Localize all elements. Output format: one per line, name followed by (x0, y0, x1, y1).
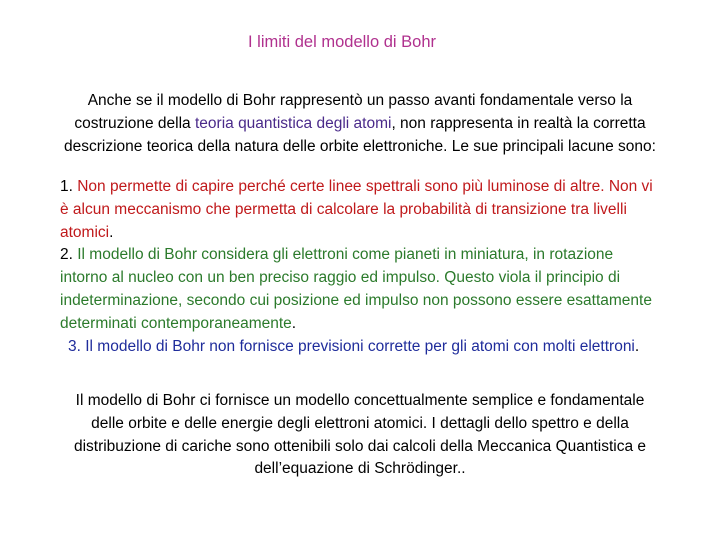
slide-title: I limiti del modello di Bohr (248, 33, 436, 51)
outro-paragraph: Il modello di Bohr ci fornisce un modello concettualmente semplice e fondamentale delle orbite e delle energie degli elettroni atomici. I dettagli dello spettro e della distribuzione di cariche sono ottenibili solo dai calcoli della Meccanica Quantistica e dell’equazione di Schrödinger.. (73, 392, 647, 478)
list-item-2 (60, 244, 660, 335)
intro-text-part2: , non rappresenta in realtà la corretta descrizione teorica della natura delle orbite elettroniche. Le sue principali lacune sono: (64, 114, 656, 155)
list-item-3-end: . (634, 337, 640, 355)
intro-highlight: teoria quantistica degli atomi (194, 114, 392, 132)
list-item-1-end: . (109, 223, 114, 241)
list-item-3-number: 3. (68, 337, 86, 355)
list-item-1-number: 1. (60, 178, 78, 195)
intro-text-part1: Anche se il modello di Bohr rappresentò un passo avanti fondamentale verso la costruzione della (74, 92, 633, 132)
list-item-1 (60, 176, 660, 244)
lacune-list (60, 176, 660, 358)
intro-paragraph (60, 90, 660, 158)
list-item-2-end: . (291, 314, 297, 332)
list-item-2-number: 2. (60, 246, 78, 264)
list-item-2-text: Il modello di Bohr considera gli elettroni come pianeti in miniatura, in rotazione intorno al nucleo con un ben preciso raggio ed impulso. Questo viola il principio di indeterminazione, secondo cui posizione ed impulso non possono essere esattamente determinati contemporaneamente (60, 246, 652, 332)
list-item-3 (60, 336, 660, 359)
list-item-1-text: Non permette di capire perché certe linee spettrali sono più luminose di altre. Non vi è alcun meccanismo che permetta di calcolare la probabilità di transizione tra livelli atomici (60, 178, 653, 241)
list-item-3-text: Il modello di Bohr non fornisce previsioni corrette per gli atomi con molti elettroni (85, 337, 635, 355)
